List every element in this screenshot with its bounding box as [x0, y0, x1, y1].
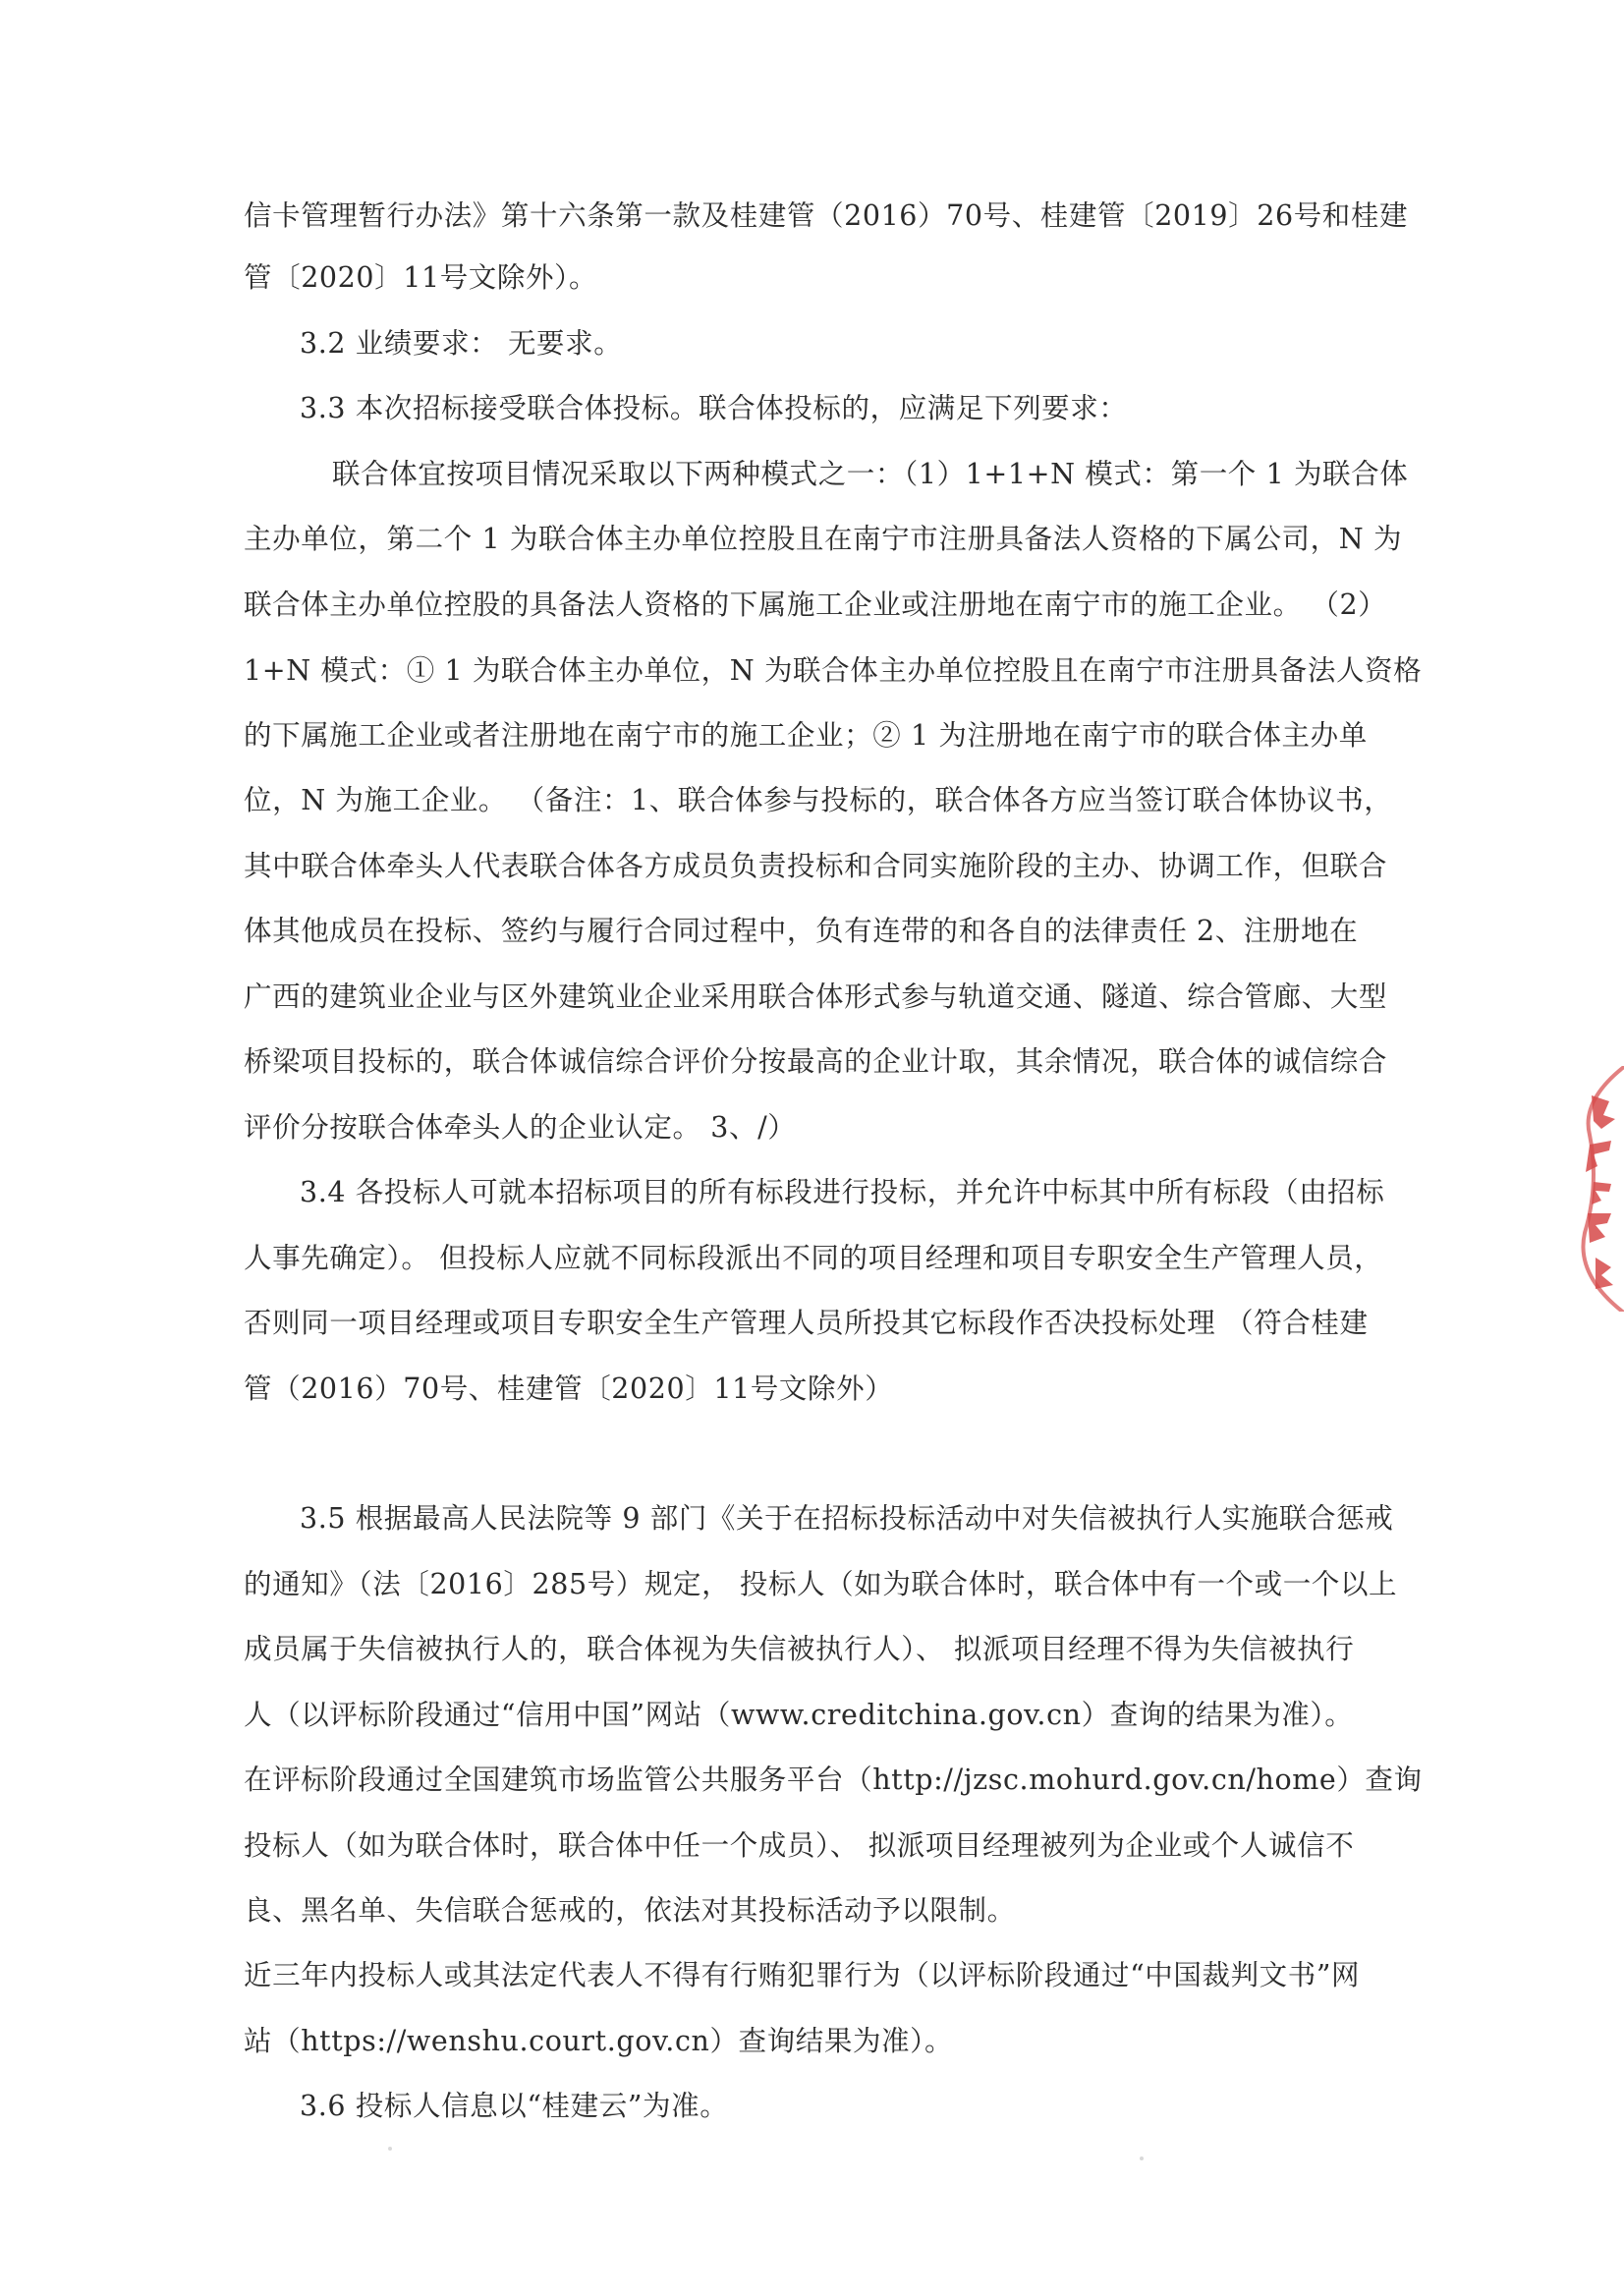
text-line: 主办单位，第二个 1 为联合体主办单位控股且在南宁市注册具备法人资格的下属公司，N 为 — [244, 523, 1403, 555]
scan-speck — [388, 2147, 392, 2151]
text-line: 3.5 根据最高人民法院等 9 部门《关于在招标投标活动中对失信被执行人实施联合惩戒 — [300, 1502, 1394, 1535]
text-line: 管〔2020〕11号文除外）。 — [244, 261, 598, 294]
text-line: 人（以评标阶段通过“信用中国”网站（www.creditchina.gov.cn）查询的结果为准）。 — [244, 1699, 1354, 1731]
text-line: 3.6 投标人信息以“桂建云”为准。 — [300, 2090, 729, 2122]
text-line: 成员属于失信被执行人的，联合体视为失信被执行人）、 拟派项目经理不得为失信被执行 — [244, 1633, 1355, 1665]
text-line: 在评标阶段通过全国建筑市场监管公共服务平台（http://jzsc.mohurd.gov.cn/home）查询 — [244, 1764, 1423, 1796]
text-line: 信卡管理暂行办法》第十六条第一款及桂建管（2016）70号、桂建管〔2019〕26号和桂建 — [244, 199, 1409, 232]
text-line: 站（https://wenshu.court.gov.cn）查询结果为准）。 — [244, 2025, 954, 2057]
text-line: 联合体主办单位控股的具备法人资格的下属施工企业或注册地在南宁市的施工企业。 （2） — [244, 588, 1387, 621]
text-line: 的通知》（法〔2016〕285号）规定， 投标人（如为联合体时，联合体中有一个或一个以上 — [244, 1568, 1398, 1600]
scan-speck — [1140, 2156, 1144, 2160]
text-line: 近三年内投标人或其法定代表人不得有行贿犯罪行为（以评标阶段通过“中国裁判文书”网 — [244, 1959, 1361, 1991]
text-line: 3.3 本次招标接受联合体投标。联合体投标的，应满足下列要求： — [300, 392, 1128, 424]
text-line: 体其他成员在投标、签约与履行合同过程中，负有连带的和各自的法律责任 2、注册地在 — [244, 915, 1359, 947]
text-line: 3.2 业绩要求： 无要求。 — [300, 327, 623, 360]
text-line: 评价分按联合体牵头人的企业认定。 3、/） — [244, 1111, 797, 1144]
text-line: 其中联合体牵头人代表联合体各方成员负责投标和合同实施阶段的主办、协调工作，但联合 — [244, 850, 1388, 882]
text-line: 人事先确定）。 但投标人应就不同标段派出不同的项目经理和项目专职安全生产管理人员， — [244, 1242, 1383, 1274]
text-line: 位，N 为施工企业。 （备注：1、联合体参与投标的，联合体各方应当签订联合体协议书， — [244, 784, 1393, 816]
text-line: 3.4 各投标人可就本招标项目的所有标段进行投标，并允许中标其中所有标段（由招标 — [300, 1176, 1385, 1208]
text-line: 广西的建筑业企业与区外建筑业企业采用联合体形式参与轨道交通、隧道、综合管廊、大型 — [244, 980, 1388, 1013]
text-line: 联合体宜按项目情况采取以下两种模式之一：（1）1+1+N 模式：第一个 1 为联合体 — [332, 458, 1409, 490]
text-line: 桥梁项目投标的，联合体诚信综合评价分按最高的企业计取，其余情况，联合体的诚信综合 — [244, 1045, 1388, 1078]
red-seal-stamp-icon — [1570, 1066, 1624, 1312]
text-line: 的下属施工企业或者注册地在南宁市的施工企业；② 1 为注册地在南宁市的联合体主办单 — [244, 719, 1368, 752]
text-line: 1+N 模式：① 1 为联合体主办单位，N 为联合体主办单位控股且在南宁市注册具备法人资格 — [244, 654, 1423, 687]
text-line: 投标人（如为联合体时，联合体中任一个成员）、 拟派项目经理被列为企业或个人诚信不 — [244, 1829, 1355, 1862]
text-line: 管（2016）70号、桂建管〔2020〕11号文除外） — [244, 1372, 894, 1405]
text-line: 良、黑名单、失信联合惩戒的，依法对其投标活动予以限制。 — [244, 1894, 1016, 1927]
text-line: 否则同一项目经理或项目专职安全生产管理人员所投其它标段作否决投标处理 （符合桂建 — [244, 1307, 1369, 1339]
